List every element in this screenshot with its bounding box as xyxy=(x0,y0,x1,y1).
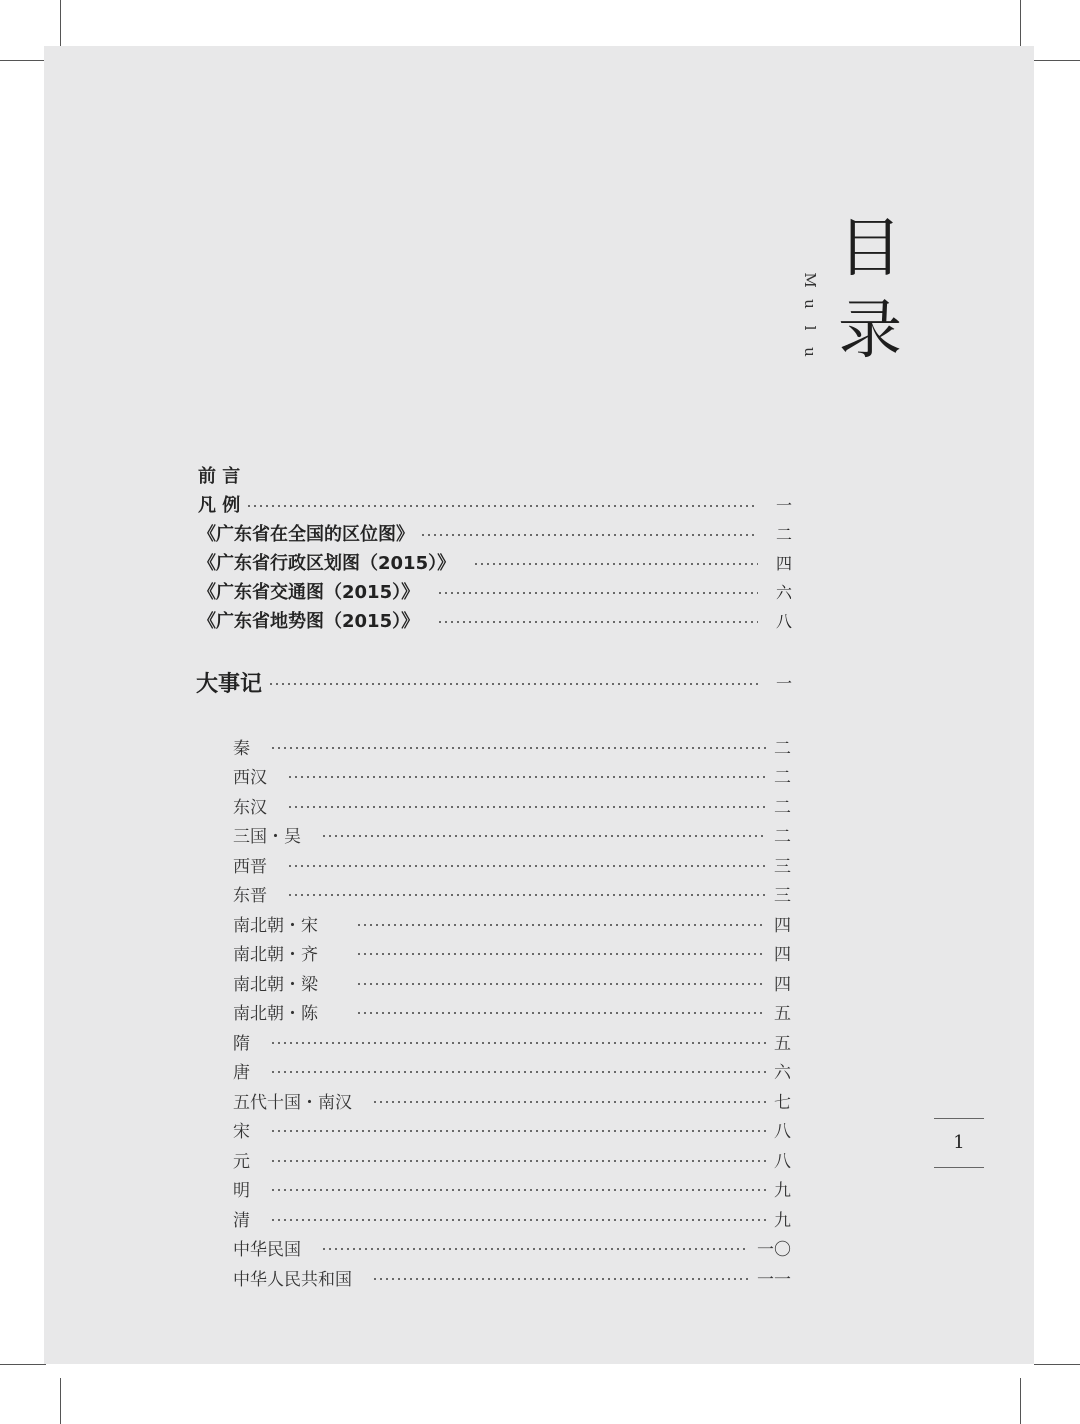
crop-mark xyxy=(1020,0,1021,46)
crop-mark xyxy=(0,60,46,61)
dot-leader xyxy=(287,776,766,778)
crop-mark xyxy=(1020,1378,1021,1424)
toc-sub-entry[interactable] xyxy=(233,1117,791,1143)
toc-section-page: 一 xyxy=(775,673,792,693)
toc-entry[interactable] xyxy=(198,578,792,604)
crop-mark xyxy=(0,1364,46,1365)
dot-leader xyxy=(356,924,766,926)
pinyin-letter: u xyxy=(801,299,819,309)
toc-sub-entry-page: 三 xyxy=(774,856,791,877)
toc-sub-entry-label: 南北朝・宋 xyxy=(233,915,318,936)
dot-leader xyxy=(246,505,758,507)
toc-sub-entry-label: 秦 xyxy=(233,738,250,759)
toc-entry-page: 八 xyxy=(775,611,792,631)
toc-sub-entry-page: 二 xyxy=(774,827,791,847)
toc-sub-entry[interactable] xyxy=(233,1235,791,1261)
toc-sub-entry[interactable] xyxy=(233,763,791,789)
toc-entry-label: 《广东省行政区划图（2015）》 xyxy=(198,553,456,574)
toc-sub-entry-label: 南北朝・陈 xyxy=(233,1004,318,1024)
dot-leader xyxy=(356,953,766,955)
toc-sub-entry-page: 一一 xyxy=(757,1269,791,1290)
toc-entry-label: 《广东省地势图（2015）》 xyxy=(198,611,420,632)
toc-sub-entry[interactable] xyxy=(233,1028,791,1054)
toc-sub-entry[interactable] xyxy=(233,1058,791,1084)
pinyin-letter: u xyxy=(801,347,819,357)
toc-sub-entry[interactable] xyxy=(233,792,791,818)
dot-leader xyxy=(437,621,758,623)
toc-entry-preface[interactable] xyxy=(198,462,792,488)
crop-mark xyxy=(1034,60,1080,61)
pinyin-letter: M xyxy=(801,272,819,288)
toc-section-chronicle[interactable] xyxy=(196,666,792,698)
toc-sub-entry-page: 二 xyxy=(774,738,791,759)
dot-leader xyxy=(437,592,758,594)
toc-sub-entry-label: 中华人民共和国 xyxy=(233,1269,352,1290)
toc-entry[interactable] xyxy=(198,491,792,517)
dot-leader xyxy=(372,1278,749,1280)
toc-sub-entry-label: 西晋 xyxy=(233,856,267,877)
title-char: 目 xyxy=(838,212,902,286)
dot-leader xyxy=(287,865,766,867)
toc-entry[interactable] xyxy=(198,607,792,633)
toc-sub-entry-label: 明 xyxy=(233,1181,250,1201)
toc-sub-entry-label: 东汉 xyxy=(233,797,267,818)
crop-mark xyxy=(60,0,61,46)
toc-sub-entry-label: 中华民国 xyxy=(233,1240,301,1260)
toc-sub-entry[interactable] xyxy=(233,822,791,848)
toc-entry-label: 《广东省交通图（2015）》 xyxy=(198,582,420,603)
dot-leader xyxy=(356,983,766,985)
toc-sub-entry[interactable] xyxy=(233,999,791,1025)
toc-entry[interactable] xyxy=(198,520,792,546)
toc-sub-entry[interactable] xyxy=(233,881,791,907)
crop-mark xyxy=(60,1378,61,1424)
toc-sub-entry-label: 西汉 xyxy=(233,768,267,788)
toc-sub-entry[interactable] xyxy=(233,851,791,877)
toc-entry-page: 一 xyxy=(775,495,792,515)
title-pinyin xyxy=(800,268,820,364)
dot-leader xyxy=(270,1071,766,1073)
toc-sub-entry[interactable] xyxy=(233,910,791,936)
toc-sub-entry-page: 一〇 xyxy=(757,1240,791,1260)
toc-sub-entry-page: 六 xyxy=(774,1063,791,1083)
dot-leader xyxy=(268,683,762,685)
toc-sub-entry[interactable] xyxy=(233,733,791,759)
pinyin-letter: l xyxy=(801,325,819,331)
toc-sub-entry[interactable] xyxy=(233,1176,791,1202)
toc-sub-entry-label: 南北朝・齐 xyxy=(233,945,318,965)
toc-entry[interactable] xyxy=(198,549,792,575)
dot-leader xyxy=(287,806,766,808)
page-title xyxy=(838,208,902,372)
toc-sub-entry[interactable] xyxy=(233,940,791,966)
toc-sub-entry-label: 元 xyxy=(233,1151,250,1172)
toc-sub-entry-label: 三国・吴 xyxy=(233,827,301,847)
dot-leader xyxy=(270,747,766,749)
toc-sub-entry-page: 八 xyxy=(774,1122,791,1142)
toc-sub-entry-page: 四 xyxy=(774,915,791,936)
toc-sub-entry-label: 五代十国・南汉 xyxy=(233,1092,352,1113)
page-number: 1 xyxy=(934,1118,984,1168)
toc-sub-entry[interactable] xyxy=(233,1205,791,1231)
toc-entry-page: 六 xyxy=(775,582,792,602)
crop-mark xyxy=(1034,1364,1080,1365)
dot-leader xyxy=(473,563,758,565)
toc-sub-entry-page: 九 xyxy=(774,1181,791,1201)
toc-sub-entry[interactable] xyxy=(233,1146,791,1172)
toc-entry-label: 前 言 xyxy=(198,466,241,487)
toc-entry-label: 凡 例 xyxy=(198,495,241,516)
dot-leader xyxy=(270,1042,766,1044)
toc-sub-entry-label: 南北朝・梁 xyxy=(233,974,318,995)
toc-sub-entry-page: 四 xyxy=(774,945,791,965)
toc-entry-label: 《广东省在全国的区位图》 xyxy=(198,524,414,545)
title-char: 录 xyxy=(838,294,902,368)
dot-leader xyxy=(356,1012,766,1014)
toc-sub-entry-label: 宋 xyxy=(233,1122,250,1142)
toc-sub-entry-page: 二 xyxy=(774,797,791,818)
dot-leader xyxy=(321,1248,749,1250)
toc-sub-entry-page: 五 xyxy=(774,1004,791,1024)
toc-sub-entry[interactable] xyxy=(233,1087,791,1113)
toc-sub-entry-page: 二 xyxy=(774,768,791,788)
toc-sub-entry[interactable] xyxy=(233,969,791,995)
dot-leader xyxy=(287,894,766,896)
toc-sub-entry-page: 五 xyxy=(774,1033,791,1054)
dot-leader xyxy=(270,1189,766,1191)
toc-sub-entry-page: 七 xyxy=(774,1092,791,1113)
dot-leader xyxy=(321,835,766,837)
toc-sub-entry-page: 三 xyxy=(774,886,791,906)
toc-sub-entry-page: 八 xyxy=(774,1151,791,1172)
toc-sub-entry[interactable] xyxy=(233,1264,791,1290)
dot-leader xyxy=(270,1160,766,1162)
dot-leader xyxy=(372,1101,766,1103)
toc-entry-page: 四 xyxy=(775,553,792,573)
toc-entry-page: 二 xyxy=(775,524,792,544)
dot-leader xyxy=(270,1130,766,1132)
dot-leader xyxy=(270,1219,766,1221)
toc-sub-entry-label: 清 xyxy=(233,1210,250,1231)
toc-sub-entry-page: 四 xyxy=(774,974,791,995)
toc-sub-entry-label: 隋 xyxy=(233,1033,250,1054)
dot-leader xyxy=(420,534,758,536)
toc-sub-entry-label: 唐 xyxy=(233,1063,250,1083)
toc-sub-entry-label: 东晋 xyxy=(233,886,267,906)
toc-sub-entry-page: 九 xyxy=(774,1210,791,1231)
toc-section-label: 大事记 xyxy=(196,670,263,697)
